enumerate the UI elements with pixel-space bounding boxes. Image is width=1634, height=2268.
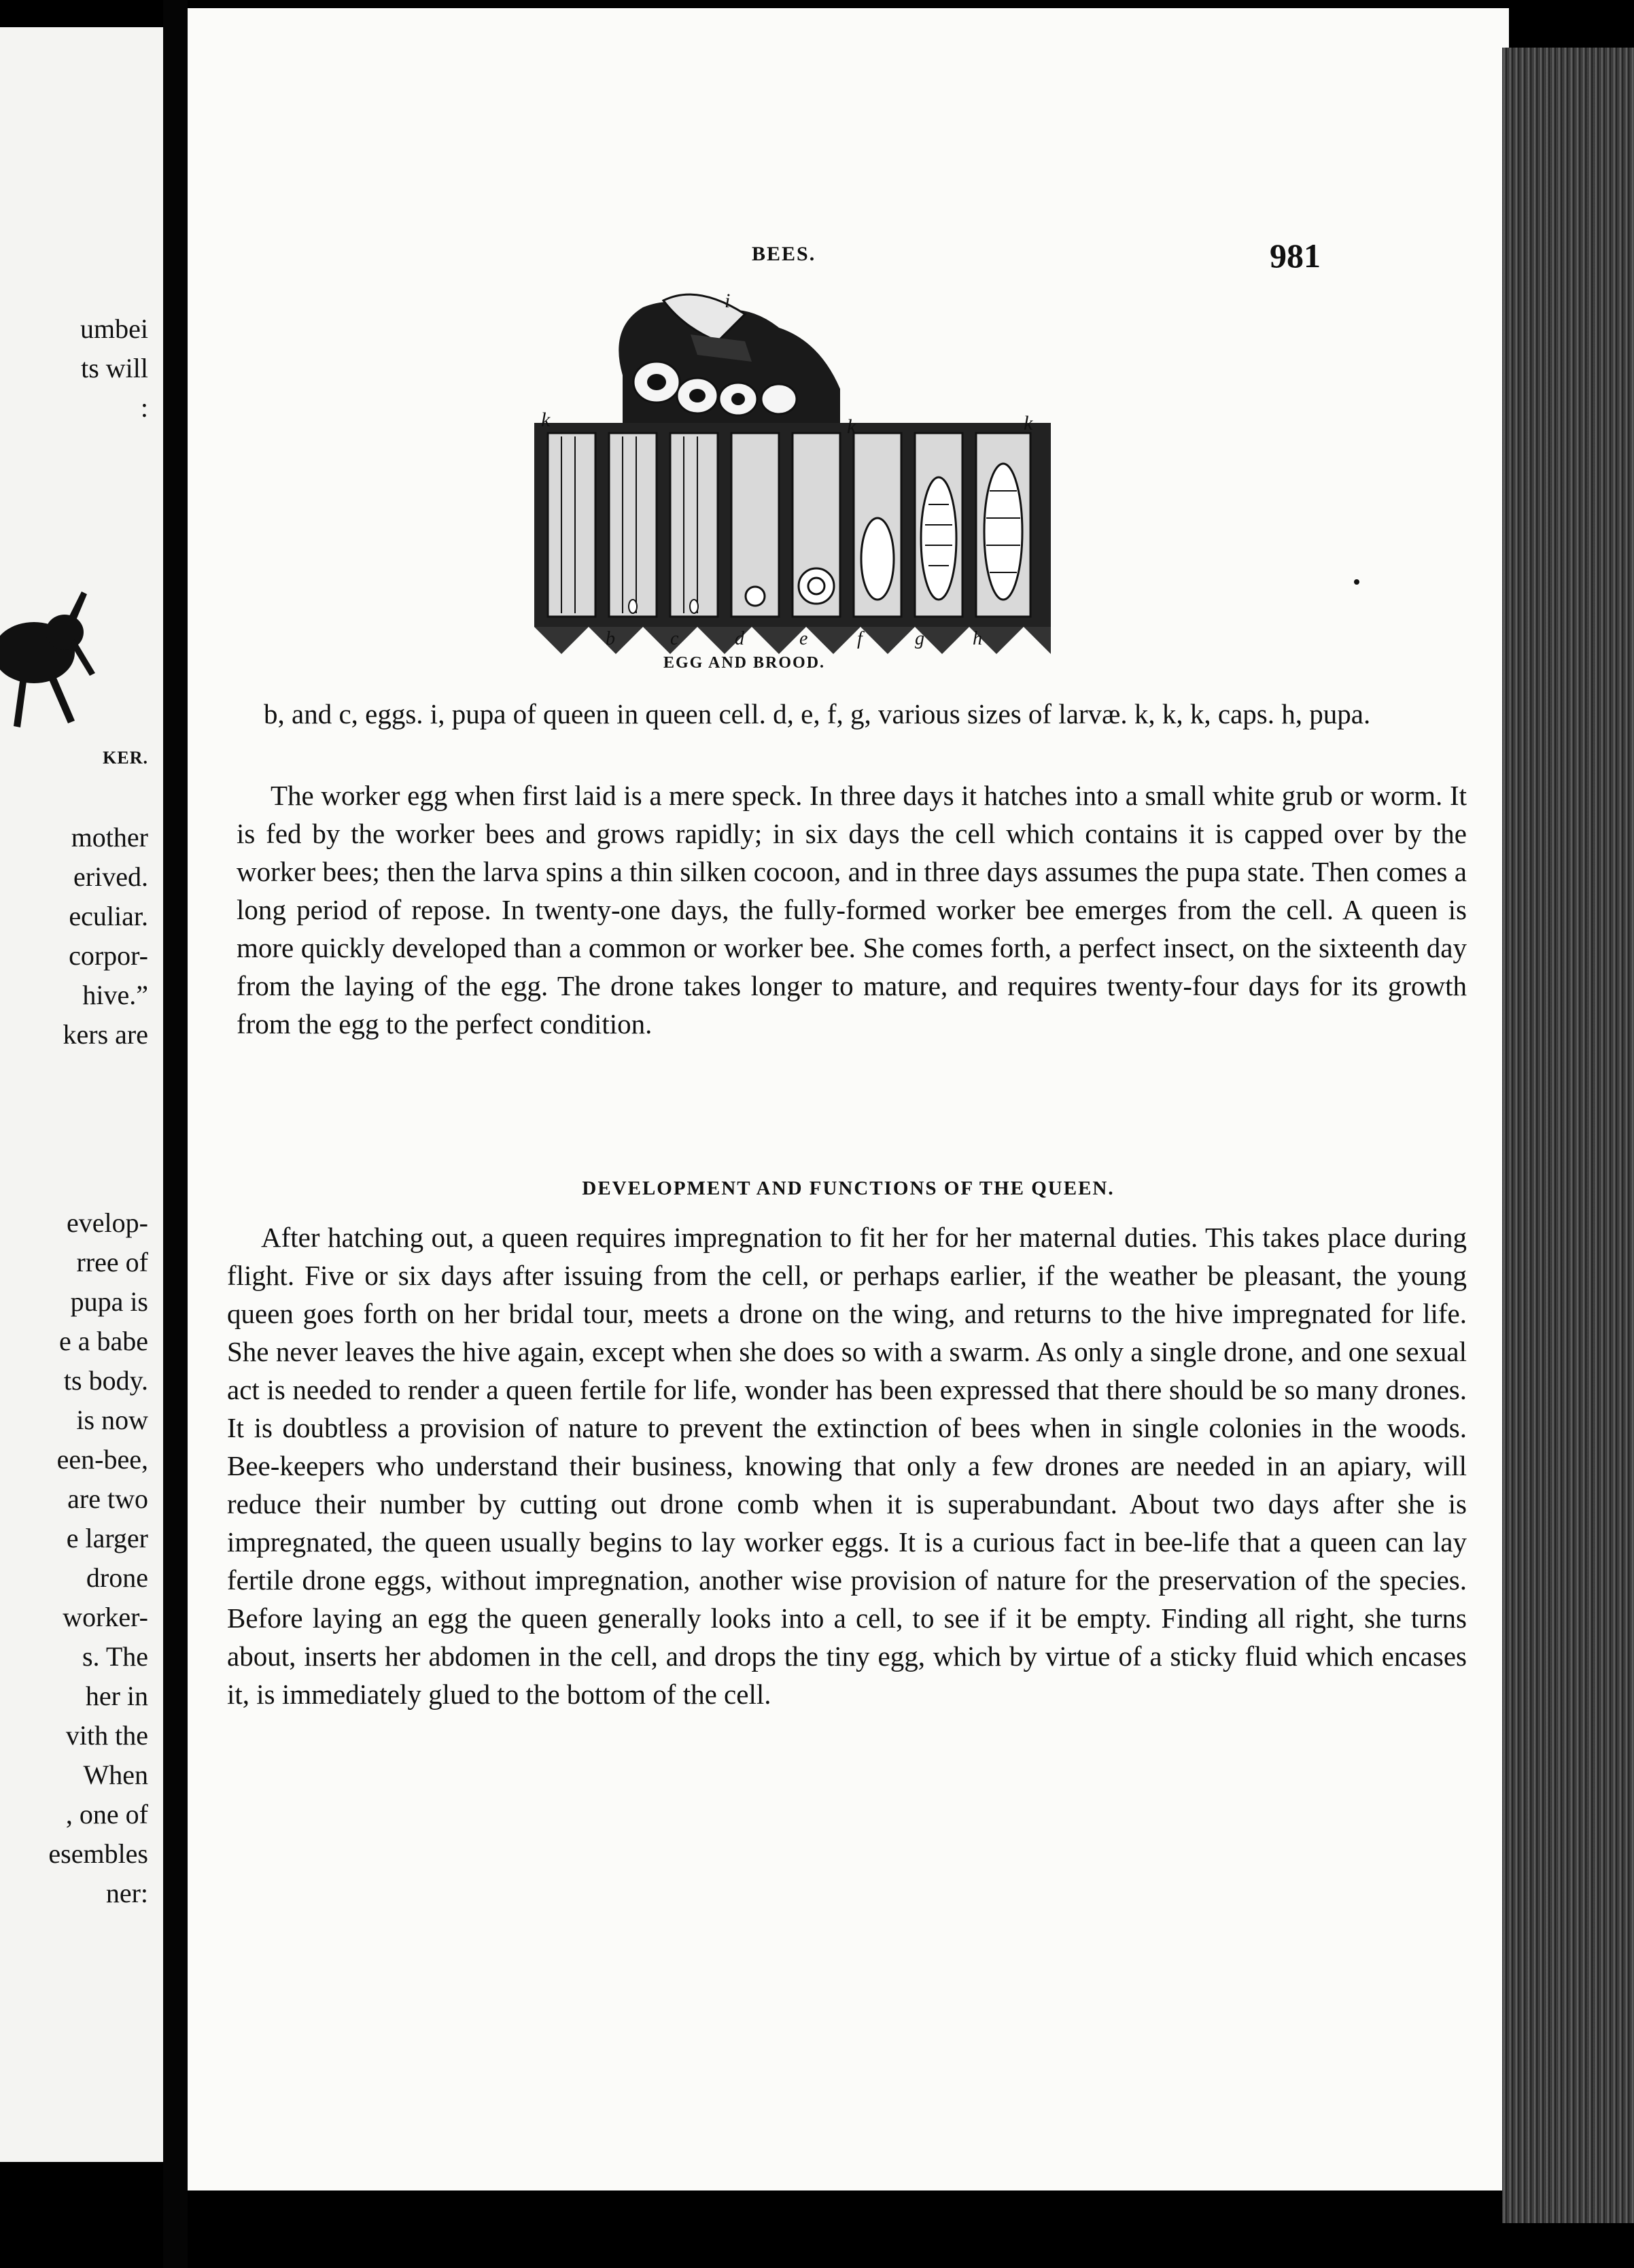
figure-label-c: c — [670, 628, 679, 649]
figure-label-i: i — [725, 290, 731, 312]
paragraph-text: After hatching out, a queen requires impregnation to fit her for her maternal duties. This takes place during flight. Five or six days after issuing from the cell, or perhaps earlier, if the weather be pleasant, the young queen goes forth on her bridal tour, meets a drone on the wing, and returns to the hive impregnated for life. She never leaves the hive again, except when she does so with a swarm. As only a single drone, and one sexual act is needed to render a queen fertile for life, wonder has been expressed that there should be so many drones. It is doubtless a provision of nature to prevent the extinction of bees when in single colonies in the woods. Bee-keepers who understand their business, knowing that only a few drones are needed in an apiary, will reduce their number by cutting out drone comb when it is superabundant. About two days after she is impregnated, the queen usually begins to lay worker eggs. It is a curious fact in bee-life that a queen can lay fertile drone eggs, without impregnation, another wise provision of nature for the preservation of the species. Before laying an egg the queen generally looks into a cell, to see if it be empty. Finding all right, she turns about, inserts her abdomen in the cell, and drops the tiny egg, which by virtue of a sticky fluid which encases it, is immediately glued to the bottom of the cell. — [227, 1222, 1467, 1710]
page-number: 981 — [1270, 237, 1321, 275]
figure-label-e: e — [799, 628, 808, 649]
left-fragment: evelop- — [67, 1207, 148, 1238]
figure-caption: EGG AND BROOD. — [663, 654, 826, 672]
figure-label-k: k — [541, 409, 551, 431]
left-fragment: vith the — [65, 1720, 148, 1751]
left-fragment: esembles — [48, 1838, 148, 1869]
figure-label-h: h — [973, 628, 982, 649]
left-fragment: corpor- — [69, 940, 148, 971]
left-fragment: mother — [71, 822, 148, 853]
left-fragment: , one of — [65, 1799, 148, 1829]
figure-label-f: f — [857, 628, 863, 649]
figure-label-k: k — [847, 415, 856, 438]
left-fragment: drone — [86, 1562, 148, 1593]
left-fragment: eculiar. — [69, 901, 148, 931]
left-fragment: rree of — [76, 1247, 148, 1277]
left-fragment: ts body. — [63, 1365, 148, 1396]
figure-legend-text: b, and c, eggs. i, pupa of queen in queen cell. d, e, f, g, various sizes of larvæ. k, k, k, caps. h, pupa. — [264, 698, 1371, 729]
running-header — [188, 237, 1509, 284]
left-fragment: ts will — [81, 353, 148, 383]
left-fragment: erived. — [73, 861, 148, 892]
figure-label-g: g — [915, 628, 924, 649]
left-fragment: pupa is — [70, 1286, 148, 1317]
book-page-edges — [1502, 48, 1634, 2223]
left-fragment: worker- — [63, 1602, 148, 1632]
left-fragment: When — [83, 1759, 148, 1790]
left-fragment: e a babe — [58, 1326, 148, 1356]
book-gutter — [163, 0, 188, 2268]
left-fragment: : — [140, 392, 148, 423]
left-fragment: umbei — [80, 313, 148, 344]
figure-label-k: k — [1024, 412, 1033, 434]
left-fragment: een-bee, — [56, 1444, 148, 1475]
left-caption-fragment: KER. — [103, 748, 148, 768]
left-facing-page — [0, 27, 163, 2162]
bee-illustration-icon — [0, 564, 102, 741]
paragraph-text: The worker egg when first laid is a mere speck. In three days it hatches into a small white grub or worm. It is fed by the worker bees and grows rapidly; in six days the cell which contains it is capped over by the worker bees; then the larva spins a thin silken cocoon, and in three days assumes the pupa state. Then comes a long period of repose. In twenty-one days, the fully-formed worker bee emerges from the cell. A queen is more quickly developed than a common or worker bee. She comes forth, a perfect insect, on the sixteenth day from the laying of the egg. The drone takes longer to mature, and requires twenty-four days for its growth from the egg to the perfect condition. — [237, 780, 1467, 1040]
figure-label-d: d — [735, 628, 744, 649]
left-fragment: is now — [76, 1405, 148, 1435]
left-fragment: hive.” — [82, 980, 148, 1010]
left-fragment: kers are — [63, 1019, 148, 1050]
left-fragment: e larger — [66, 1523, 148, 1553]
left-fragment: s. The — [82, 1641, 148, 1672]
figure-legend — [237, 695, 1467, 733]
figure-bottom-labels — [606, 628, 1081, 655]
paragraph-queen — [227, 1218, 1467, 1713]
printer-dot — [1354, 579, 1359, 585]
section-heading: DEVELOPMENT AND FUNCTIONS OF THE QUEEN. — [582, 1178, 1115, 1199]
egg-and-brood-illustration — [521, 287, 1092, 668]
left-fragment: are two — [67, 1483, 148, 1514]
figure-label-b: b — [606, 628, 615, 649]
left-fragment: her in — [85, 1681, 148, 1711]
paragraph-worker-egg — [237, 776, 1467, 1043]
left-fragment: ner: — [105, 1878, 148, 1908]
book-page — [188, 8, 1509, 2190]
running-title: BEES. — [752, 243, 816, 265]
